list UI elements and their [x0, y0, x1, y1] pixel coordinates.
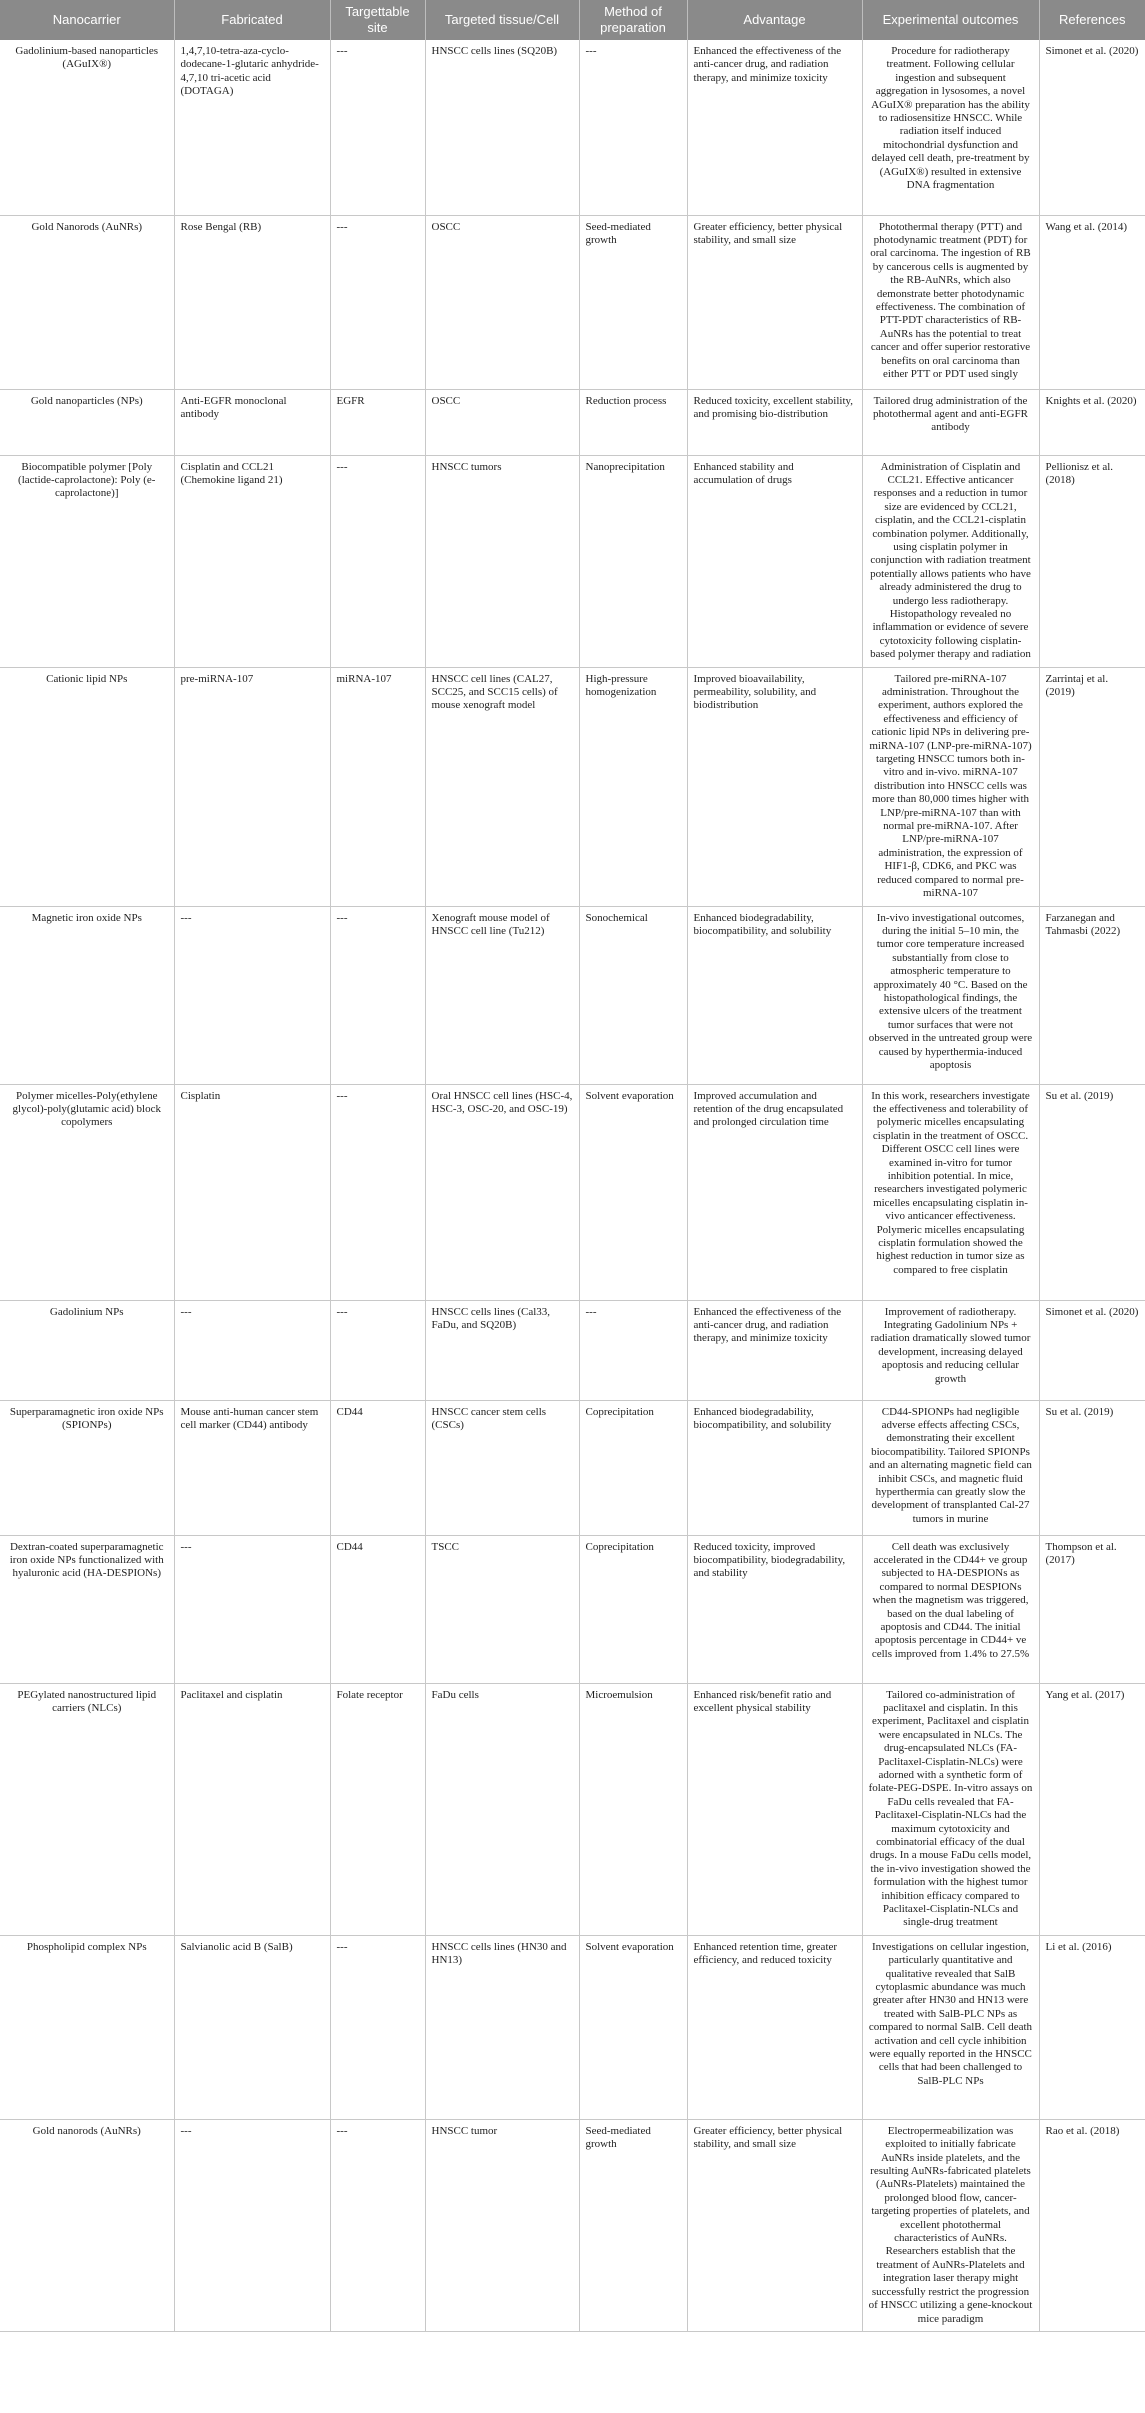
cell-site: --- [330, 906, 425, 1084]
cell-nanocarrier: Biocompatible polymer [Poly (lactide-caprolactone): Poly (e-caprolactone)] [0, 455, 174, 667]
cell-nanocarrier: Polymer micelles-Poly(ethylene glycol)-poly(glutamic acid) block copolymers [0, 1084, 174, 1300]
cell-advantage: Reduced toxicity, excellent stability, and promising bio-distribution [687, 389, 862, 455]
cell-tissue: OSCC [425, 389, 579, 455]
cell-outcome: Tailored co-administration of paclitaxel and cisplatin. In this experiment, Paclitaxel and cisplatin were encapsulated in NLCs. The drug-encapsulated NLCs (FA-Paclitaxel-Cisplatin-NLCs) were adorned with a synthetic form of folate-PEG-DSPE. In-vitro assays on FaDu cells revealed that FA-Paclitaxel-Cisplatin-NLCs had the maximum cytotoxicity and combinatorial efficacy of the dual drugs. In a mouse FaDu cells model, the in-vivo investigation showed the formulation with the highest tumor inhibition efficacy compared to Paclitaxel-Cisplatin-NLCs and single-drug treatment [862, 1683, 1039, 1935]
cell-tissue: Oral HNSCC cell lines (HSC-4, HSC-3, OSC-20, and OSC-19) [425, 1084, 579, 1300]
cell-tissue: HNSCC cells lines (Cal33, FaDu, and SQ20B) [425, 1300, 579, 1400]
cell-tissue: HNSCC tumors [425, 455, 579, 667]
table-row [0, 1535, 1145, 1683]
cell-fabricated: 1,4,7,10-tetra-aza-cyclo-dodecane-1-glutaric anhydride-4,7,10 tri-acetic acid (DOTAGA) [174, 40, 330, 215]
table-row [0, 389, 1145, 455]
cell-advantage: Enhanced the effectiveness of the anti-cancer drug, and radiation therapy, and minimize toxicity [687, 1300, 862, 1400]
header-row [0, 0, 1145, 40]
cell-fabricated: --- [174, 1535, 330, 1683]
cell-advantage: Enhanced stability and accumulation of drugs [687, 455, 862, 667]
cell-outcome: Administration of Cisplatin and CCL21. Effective anticancer responses and a reduction in tumor size are evidenced by CCL21, cisplatin, and the CCL21-cisplatin combination polymer. Additionally, using cisplatin polymer in conjunction with radiation treatment potentially allows patients who have already administered the drug to undergo less radiotherapy. Histopathology revealed no inflammation or evidence of severe cytotoxicity following cisplatin-based polymer therapy and radiation [862, 455, 1039, 667]
cell-reference: Simonet et al. (2020) [1039, 40, 1145, 215]
cell-tissue: HNSCC tumor [425, 2119, 579, 2331]
cell-reference: Su et al. (2019) [1039, 1400, 1145, 1535]
cell-method: Seed-mediated growth [579, 2119, 687, 2331]
cell-reference: Rao et al. (2018) [1039, 2119, 1145, 2331]
cell-tissue: HNSCC cancer stem cells (CSCs) [425, 1400, 579, 1535]
cell-method: Solvent evaporation [579, 1084, 687, 1300]
cell-outcome: Improvement of radiotherapy. Integrating Gadolinium NPs + radiation dramatically slowed tumor development, increasing delayed apoptosis and reducing cellular growth [862, 1300, 1039, 1400]
cell-site: --- [330, 215, 425, 389]
cell-fabricated: Cisplatin and CCL21 (Chemokine ligand 21) [174, 455, 330, 667]
cell-fabricated: Mouse anti-human cancer stem cell marker (CD44) antibody [174, 1400, 330, 1535]
cell-reference: Simonet et al. (2020) [1039, 1300, 1145, 1400]
cell-reference: Knights et al. (2020) [1039, 389, 1145, 455]
cell-nanocarrier: PEGylated nanostructured lipid carriers (NLCs) [0, 1683, 174, 1935]
table-row [0, 40, 1145, 215]
cell-advantage: Enhanced risk/benefit ratio and excellent physical stability [687, 1683, 862, 1935]
cell-nanocarrier: Phospholipid complex NPs [0, 1935, 174, 2119]
cell-reference: Li et al. (2016) [1039, 1935, 1145, 2119]
cell-site: --- [330, 2119, 425, 2331]
header-fabricated: Fabricated [174, 0, 330, 40]
cell-nanocarrier: Magnetic iron oxide NPs [0, 906, 174, 1084]
cell-fabricated: Paclitaxel and cisplatin [174, 1683, 330, 1935]
cell-advantage: Greater efficiency, better physical stability, and small size [687, 2119, 862, 2331]
cell-fabricated: Salvianolic acid B (SalB) [174, 1935, 330, 2119]
cell-advantage: Greater efficiency, better physical stability, and small size [687, 215, 862, 389]
cell-nanocarrier: Gadolinium NPs [0, 1300, 174, 1400]
table-row [0, 1084, 1145, 1300]
table-row [0, 667, 1145, 906]
table-row [0, 1683, 1145, 1935]
table-row [0, 1935, 1145, 2119]
cell-nanocarrier: Gold Nanorods (AuNRs) [0, 215, 174, 389]
header-targettable-site: Targettable site [330, 0, 425, 40]
cell-advantage: Improved accumulation and retention of the drug encapsulated and prolonged circulation time [687, 1084, 862, 1300]
cell-method: Reduction process [579, 389, 687, 455]
cell-fabricated: Anti-EGFR monoclonal antibody [174, 389, 330, 455]
cell-method: Seed-mediated growth [579, 215, 687, 389]
cell-method: Nanoprecipitation [579, 455, 687, 667]
header-method: Method of preparation [579, 0, 687, 40]
cell-fabricated: --- [174, 906, 330, 1084]
cell-fabricated: --- [174, 1300, 330, 1400]
cell-site: Folate receptor [330, 1683, 425, 1935]
header-outcomes: Experimental outcomes [862, 0, 1039, 40]
cell-tissue: HNSCC cells lines (HN30 and HN13) [425, 1935, 579, 2119]
cell-tissue: Xenograft mouse model of HNSCC cell line (Tu212) [425, 906, 579, 1084]
cell-method: Microemulsion [579, 1683, 687, 1935]
cell-outcome: Investigations on cellular ingestion, particularly quantitative and qualitative revealed that SalB cytoplasmic abundance was much greater after HN30 and HN13 were treated with SalB-PLC NPs as compared to normal SalB. Cell death activation and cell cycle inhibition were equally reported in the HNSCC cells that had been challenged to SalB-PLC NPs [862, 1935, 1039, 2119]
cell-nanocarrier: Gold nanoparticles (NPs) [0, 389, 174, 455]
cell-tissue: HNSCC cells lines (SQ20B) [425, 40, 579, 215]
table-row [0, 2119, 1145, 2331]
cell-site: --- [330, 455, 425, 667]
cell-advantage: Enhanced retention time, greater efficiency, and reduced toxicity [687, 1935, 862, 2119]
table-row [0, 1400, 1145, 1535]
cell-reference: Wang et al. (2014) [1039, 215, 1145, 389]
cell-advantage: Enhanced the effectiveness of the anti-cancer drug, and radiation therapy, and minimize toxicity [687, 40, 862, 215]
cell-fabricated: --- [174, 2119, 330, 2331]
cell-reference: Farzanegan and Tahmasbi (2022) [1039, 906, 1145, 1084]
cell-method: Coprecipitation [579, 1535, 687, 1683]
cell-outcome: Photothermal therapy (PTT) and photodynamic treatment (PDT) for oral carcinoma. The ingestion of RB by cancerous cells is augmented by the RB-AuNRs, which also demonstrate better photodynamic effectiveness. The combination of PTT-PDT characteristics of RB-AuNRs has the potential to treat cancer and offer superior restorative benefits on oral carcinoma than either PTT or PDT used singly [862, 215, 1039, 389]
header-nanocarrier: Nanocarrier [0, 0, 174, 40]
cell-tissue: TSCC [425, 1535, 579, 1683]
cell-outcome: CD44-SPIONPs had negligible adverse effects affecting CSCs, demonstrating their excellent biocompatibility. Tailored SPIONPs and an alternating magnetic field can inhibit CSCs, and magnetic fluid hyperthermia can greatly slow the development of transplanted Cal-27 tumors in murine [862, 1400, 1039, 1535]
cell-site: miRNA-107 [330, 667, 425, 906]
cell-reference: Su et al. (2019) [1039, 1084, 1145, 1300]
cell-fabricated: Cisplatin [174, 1084, 330, 1300]
cell-site: --- [330, 1935, 425, 2119]
cell-reference: Thompson et al. (2017) [1039, 1535, 1145, 1683]
cell-tissue: HNSCC cell lines (CAL27, SCC25, and SCC15 cells) of mouse xenograft model [425, 667, 579, 906]
cell-advantage: Improved bioavailability, permeability, solubility, and biodistribution [687, 667, 862, 906]
header-references: References [1039, 0, 1145, 40]
cell-outcome: Tailored pre-miRNA-107 administration. Throughout the experiment, authors explored the effectiveness and efficiency of cationic lipid NPs in delivering pre-miRNA-107 (LNP-pre-miRNA-107) targeting HNSCC tumors both in-vitro and in-vivo. miRNA-107 distribution into HNSCC cells was more than 80,000 times higher with LNP/pre-miRNA-107 than with normal pre-miRNA-107. After LNP/pre-miRNA-107 administration, the expression of HIF1-β, CDK6, and PKC was reduced compared to normal pre-miRNA-107 [862, 667, 1039, 906]
table-row [0, 215, 1145, 389]
cell-site: --- [330, 1300, 425, 1400]
cell-method: Coprecipitation [579, 1400, 687, 1535]
cell-method: Solvent evaporation [579, 1935, 687, 2119]
cell-outcome: Electropermeabilization was exploited to initially fabricate AuNRs inside platelets, and the resulting AuNRs-fabricated platelets (AuNRs-Platelets) maintained the prolonged blood flow, cancer-targeting properties of platelets, and excellent photothermal characteristics of AuNRs. Researchers establish that the treatment of AuNRs-Platelets and integration laser therapy might successfully restrict the progression of HNSCC utilizing a gene-knockout mice paradigm [862, 2119, 1039, 2331]
table-body [0, 40, 1145, 2331]
cell-site: EGFR [330, 389, 425, 455]
cell-site: CD44 [330, 1400, 425, 1535]
table-header [0, 0, 1145, 40]
table-row [0, 1300, 1145, 1400]
cell-nanocarrier: Gadolinium-based nanoparticles (AGuIX®) [0, 40, 174, 215]
cell-nanocarrier: Superparamagnetic iron oxide NPs (SPIONPs) [0, 1400, 174, 1535]
cell-reference: Yang et al. (2017) [1039, 1683, 1145, 1935]
cell-method: High-pressure homogenization [579, 667, 687, 906]
cell-advantage: Reduced toxicity, improved biocompatibility, biodegradability, and stability [687, 1535, 862, 1683]
table-row [0, 906, 1145, 1084]
cell-method: Sonochemical [579, 906, 687, 1084]
cell-outcome: Procedure for radiotherapy treatment. Following cellular ingestion and subsequent aggregation in lysosomes, a novel AGuIX® preparation has the ability to radiosensitize HNSCC. While radiation itself induced mitochondrial dysfunction and delayed cell death, pre-treatment by (AGuIX®) resulted in extensive DNA fragmentation [862, 40, 1039, 215]
cell-nanocarrier: Dextran-coated superparamagnetic iron oxide NPs functionalized with hyaluronic acid (HA-DESPIONs) [0, 1535, 174, 1683]
cell-outcome: In this work, researchers investigate the effectiveness and tolerability of polymeric micelles encapsulating cisplatin in the treatment of OSCC. Different OSCC cell lines were examined in-vitro for tumor inhibition potential. In mice, researchers investigated polymeric micelles encapsulating cisplatin in-vivo anticancer effectiveness. Polymeric micelles encapsulating cisplatin formulation showed the highest reduction in tumor size as compared to free cisplatin [862, 1084, 1039, 1300]
table-row [0, 455, 1145, 667]
cell-advantage: Enhanced biodegradability, biocompatibility, and solubility [687, 906, 862, 1084]
cell-reference: Zarrintaj et al. (2019) [1039, 667, 1145, 906]
cell-method: --- [579, 40, 687, 215]
cell-site: --- [330, 1084, 425, 1300]
cell-site: CD44 [330, 1535, 425, 1683]
header-advantage: Advantage [687, 0, 862, 40]
cell-outcome: In-vivo investigational outcomes, during the initial 5–10 min, the tumor core temperature increased substantially from close to atmospheric temperature to approximately 40 °C. Based on the histopathological findings, the extensive ulcers of the treatment tumor surfaces that were not observed in the untreated group were caused by hyperthermia-induced apoptosis [862, 906, 1039, 1084]
cell-tissue: FaDu cells [425, 1683, 579, 1935]
cell-nanocarrier: Gold nanorods (AuNRs) [0, 2119, 174, 2331]
cell-outcome: Cell death was exclusively accelerated in the CD44+ ve group subjected to HA-DESPIONs as compared to normal DESPIONs when the magnetism was triggered, based on the dual labeling of apoptosis and CD44. The initial apoptosis percentage in CD44+ ve cells improved from 1.4% to 27.5% [862, 1535, 1039, 1683]
cell-site: --- [330, 40, 425, 215]
cell-tissue: OSCC [425, 215, 579, 389]
cell-reference: Pellionisz et al. (2018) [1039, 455, 1145, 667]
cell-fabricated: pre-miRNA-107 [174, 667, 330, 906]
cell-nanocarrier: Cationic lipid NPs [0, 667, 174, 906]
cell-advantage: Enhanced biodegradability, biocompatibility, and solubility [687, 1400, 862, 1535]
cell-fabricated: Rose Bengal (RB) [174, 215, 330, 389]
header-targeted-tissue: Targeted tissue/Cell [425, 0, 579, 40]
cell-method: --- [579, 1300, 687, 1400]
cell-outcome: Tailored drug administration of the photothermal agent and anti-EGFR antibody [862, 389, 1039, 455]
